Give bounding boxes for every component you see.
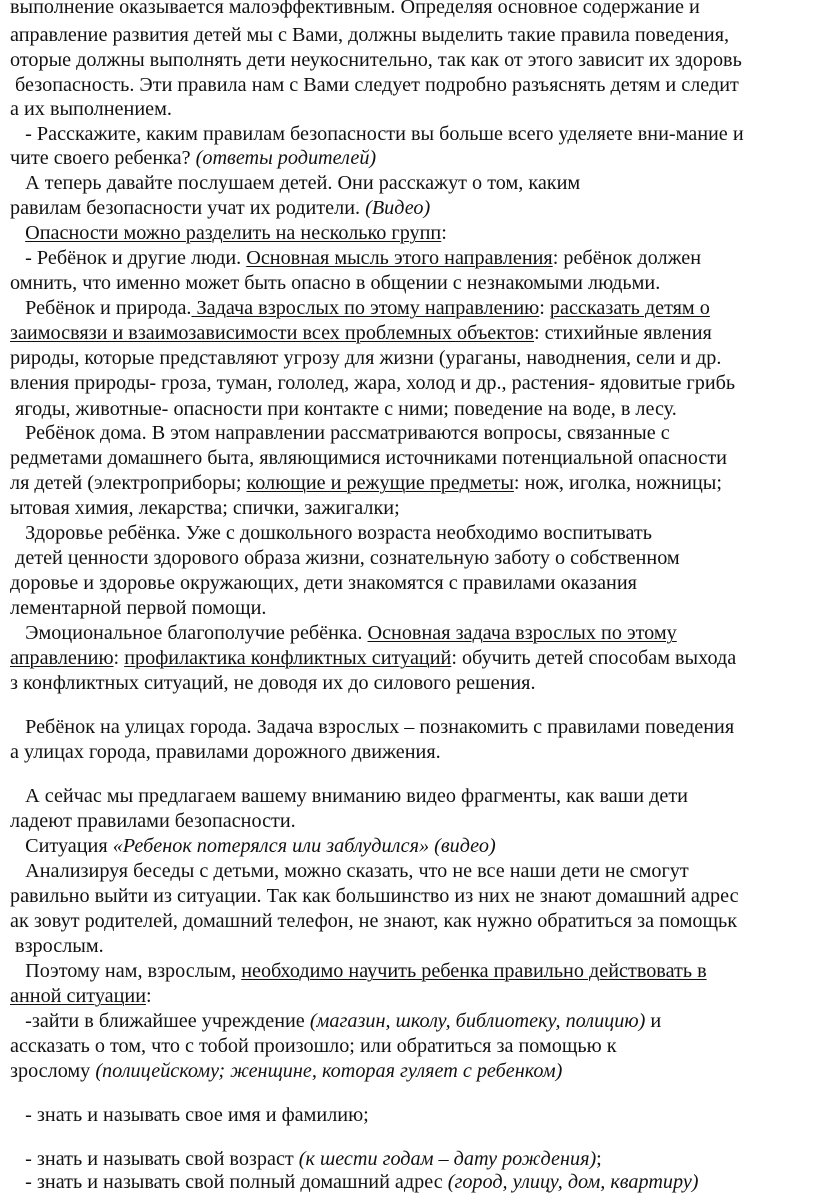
text-run: - знать и называть свое имя и фамилию; [10, 1104, 369, 1126]
text-run: лементарной первой помощи. [10, 597, 267, 619]
underlined-text: анной ситуации [10, 985, 147, 1007]
italic-text: (магазин, школу, библиотеку, полицию) [309, 1010, 646, 1032]
text-run: ассказать о том, что с тобой произошло; или обратиться за помощью к [10, 1035, 617, 1057]
text-line [10, 715, 734, 739]
text-run: : обучить детей способам выхода [451, 647, 737, 669]
text-run: Здоровье ребёнка. Уже с дошкольного возраста необходимо воспитывать [10, 522, 652, 544]
text-line [10, 171, 580, 195]
text-line [10, 596, 266, 620]
text-run: - знать и называть свой полный домашний адрес [10, 1171, 448, 1193]
text-line [10, 884, 739, 908]
text-line [10, 571, 637, 595]
text-line [10, 196, 430, 220]
text-run: Ребёнок дома. В этом направлении рассматриваются вопросы, связанные с [10, 422, 670, 444]
text-run: : стихийные явления [534, 322, 712, 344]
text-line [10, 421, 670, 445]
text-run: вления природы- гроза, туман, гололед, жара, холод и др., растения- ядовитые грибь [10, 372, 736, 394]
text-line [10, 1170, 699, 1194]
text-line [10, 909, 737, 933]
text-line [10, 784, 688, 808]
underlined-text: Основная мысль этого направления [246, 247, 553, 269]
text-run: ак зовут родителей, домашний телефон, не знают, как нужно обратиться за помощьк [10, 910, 738, 932]
text-line [10, 397, 677, 421]
text-run: и [645, 1010, 662, 1032]
text-line [10, 859, 689, 883]
text-line [10, 1103, 369, 1127]
underlined-text: аправлению [10, 647, 114, 669]
text-line [10, 959, 707, 983]
text-run: ягоды, животные- опасности при контакте с ними; поведение на воде, в лесу. [10, 398, 677, 420]
text-line [10, 740, 441, 764]
text-run: редметами домашнего быта, являющимися источниками потенциальной опасности [10, 447, 727, 469]
text-run: ладеют правилами безопасности. [10, 810, 296, 832]
text-line [10, 346, 721, 370]
text-run: Ребёнок на улицах города. Задача взрослых – познакомить с правилами поведения [10, 716, 735, 738]
underlined-text: Основная задача взрослых по этому [367, 622, 677, 644]
underlined-text: рассказать детям о [549, 297, 710, 319]
text-line [10, 271, 660, 295]
text-run: зрослому [10, 1060, 96, 1082]
text-line [10, 646, 736, 670]
text-line [10, 73, 739, 97]
text-run: : [146, 985, 152, 1007]
text-line [10, 834, 496, 858]
text-run: омнить, что именно может быть опасно в общении с незнакомыми людьми. [10, 272, 661, 294]
text-run: рироды, которые представляют угрозу для жизни (ураганы, наводнения, сели и др. [10, 347, 722, 369]
text-line [10, 671, 536, 695]
text-run: а их выполнением. [10, 98, 172, 120]
text-line [10, 23, 729, 47]
text-run: Поэтому нам, взрослым, [10, 960, 242, 982]
italic-text: (Видео) [365, 197, 431, 219]
text-run: А сейчас мы предлагаем вашему вниманию видео фрагменты, как ваши дети [10, 785, 688, 807]
text-run: безопасность. Эти правила нам с Вами следует подробно разъяснять детям и следит [10, 74, 739, 96]
text-run: равилам безопасности учат их родители. [10, 197, 366, 219]
text-run: взрослым. [10, 935, 104, 957]
italic-text: (ответы родителей) [195, 147, 377, 169]
text-line [10, 97, 172, 121]
text-line [10, 521, 652, 545]
underlined-text: заимосвязи и взаимозависимости всех проблемных объектов [10, 322, 534, 344]
text-run [10, 222, 25, 244]
text-run: - Ребёнок и другие люди. [10, 247, 247, 269]
text-line [10, 1059, 562, 1083]
italic-text: (полицейскому; женщине, которая гуляет с ребенком) [95, 1060, 563, 1082]
text-run: - Расскажите, каким правилам безопасности вы больше всего уделяете вни-мание и [10, 123, 744, 145]
underlined-text: необходимо научить ребенка правильно действовать в [241, 960, 707, 982]
text-run: чите своего ребенка? [10, 147, 196, 169]
text-run: оторые должны выполнять дети неукоснительно, так как от этого зависит их здоровь [10, 49, 742, 71]
text-run: А теперь давайте послушаем детей. Они расскажут о том, каким [10, 172, 581, 194]
text-line [10, 221, 447, 245]
text-line [10, 809, 296, 833]
text-line [10, 1009, 661, 1033]
text-line [10, 246, 701, 270]
text-run: : нож, иголка, ножницы; [513, 472, 722, 494]
text-run: равильно выйти из ситуации. Так как большинство из них не знают домашний адрес [10, 885, 739, 907]
text-run: Эмоциональное благополучие ребёнка. [10, 622, 368, 644]
text-run: Ситуация [10, 835, 113, 857]
text-line [10, 296, 710, 320]
italic-text: «Ребенок потерялся или заблудился» (видео) [112, 835, 496, 857]
text-run: выполнение оказывается малоэффективным. Определяя основное содержание и [10, 0, 700, 18]
text-run: доровье и здоровье окружающих, дети знакомятся с правилами оказания [10, 572, 637, 594]
text-run: : ребёнок должен [552, 247, 702, 269]
text-line [10, 48, 742, 72]
text-line [10, 471, 722, 495]
text-run: а улицах города, правилами дорожного движения. [10, 741, 441, 763]
text-line [10, 446, 727, 470]
underlined-text: Задача взрослых по этому направлению [191, 297, 540, 319]
text-line [10, 621, 677, 645]
text-run: -зайти в ближайшее учреждение [10, 1010, 310, 1032]
text-run: ля детей (электроприборы; [10, 472, 247, 494]
text-line [10, 321, 712, 345]
text-line [10, 1147, 602, 1171]
text-line [10, 984, 152, 1008]
italic-text: (город, улицу, дом, квартиру) [447, 1171, 699, 1193]
text-run: - знать и называть свой возраст [10, 1148, 299, 1170]
text-run: ытовая химия, лекарства; спички, зажигалки; [10, 497, 400, 519]
text-run: Анализируя беседы с детьми, можно сказать, что не все наши дети не смогут [10, 860, 689, 882]
text-line [10, 122, 744, 146]
underlined-text: профилактика конфликтных ситуаций [124, 647, 452, 669]
text-run: аправление развития детей мы с Вами, должны выделить такие правила поведения, [10, 24, 730, 46]
underlined-text: колющие и режущие предметы [246, 472, 514, 494]
text-run: детей ценности здорового образа жизни, сознательную заботу о собственном [10, 547, 680, 569]
text-run: : [113, 647, 125, 669]
underlined-text: Опасности можно разделить на несколько групп [25, 222, 442, 244]
text-run: : [539, 297, 550, 319]
text-line [10, 496, 400, 520]
text-line [10, 371, 735, 395]
text-run: з конфликтных ситуаций, не доводя их до силового решения. [10, 672, 536, 694]
text-run: : [441, 222, 447, 244]
text-line [10, 146, 376, 170]
text-line [10, 546, 680, 570]
text-run: ; [596, 1148, 602, 1170]
text-line [10, 934, 104, 958]
text-line [10, 1034, 617, 1058]
text-line [10, 0, 700, 19]
italic-text: (к шести годам – дату рождения) [298, 1148, 597, 1170]
text-run: Ребёнок и природа. [10, 297, 192, 319]
